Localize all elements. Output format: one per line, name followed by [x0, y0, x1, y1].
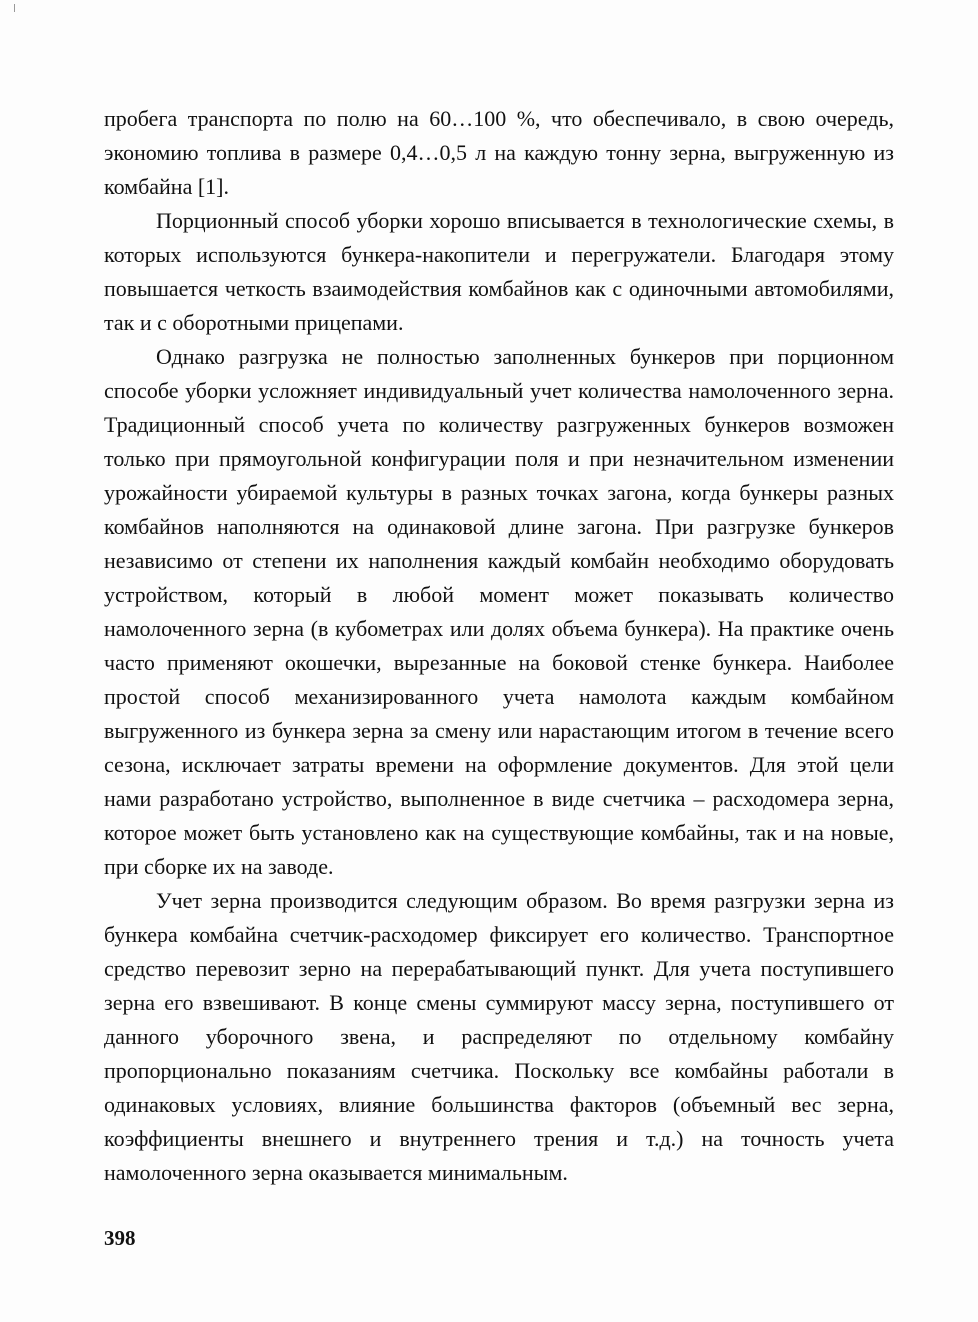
paragraph-3: Однако разгрузка не полностью заполненных бункеров при порционном способе уборки усложняет индивидуальный учет количества намолоченного зерна. Традиционный способ учета по количеству разгруженных бункеров возможен только при прямоугольной конфигурации поля и при незначительном изменении урожайности убираемой культуры в разных точках загона, когда бункеры разных комбайнов наполняются на одинаковой длине загона. При разгрузке бункеров независимо от степени их наполнения каждый комбайн необходимо оборудовать устройством, который в любой момент может показывать количество намолоченного зерна (в кубометрах или долях объема бункера). На практике очень часто применяют окошечки, вырезанные на боковой стенке бункера. Наиболее простой способ механизированного учета намолота каждым комбайном выгруженного из бункера зерна за смену или нарастающим итогом в течение всего сезона, исключает затраты времени на оформление документов. Для этой цели нами разработано устройство, выполненное в виде счетчика – расходомера зерна, которое может быть установлено как на существующие комбайны, так и на новые, при сборке их на заводе.: [104, 344, 894, 879]
scan-mark: [14, 4, 15, 12]
paragraph-2: Порционный способ уборки хорошо вписывается в технологические схемы, в которых используются бункера-накопители и перегружатели. Благодаря этому повышается четкость взаимодействия комбайнов как с одиночными автомобилями, так и с оборотными прицепами.: [104, 208, 894, 335]
paragraph-1: пробега транспорта по полю на 60…100 %, что обеспечивало, в свою очередь, экономию топлива в размере 0,4…0,5 л на каждую тонну зерна, выгруженную из комбайна [1].: [104, 106, 894, 199]
body-text: [104, 102, 894, 1190]
paragraph-4: Учет зерна производится следующим образом. Во время разгрузки зерна из бункера комбайна счетчик-расходомер фиксирует его количество. Транспортное средство перевозит зерно на перерабатывающий пункт. Для учета поступившего зерна его взвешивают. В конце смены суммируют массу зерна, поступившего от данного уборочного звена, и распределяют по отдельному комбайну пропорционально показаниям счетчика. Поскольку все комбайны работали в одинаковых условиях, влияние большинства факторов (объемный вес зерна, коэффициенты внешнего и внутреннего трения и т.д.) на точность учета намолоченного зерна оказывается минимальным.: [104, 888, 894, 1185]
page-number: 398: [104, 1226, 136, 1250]
